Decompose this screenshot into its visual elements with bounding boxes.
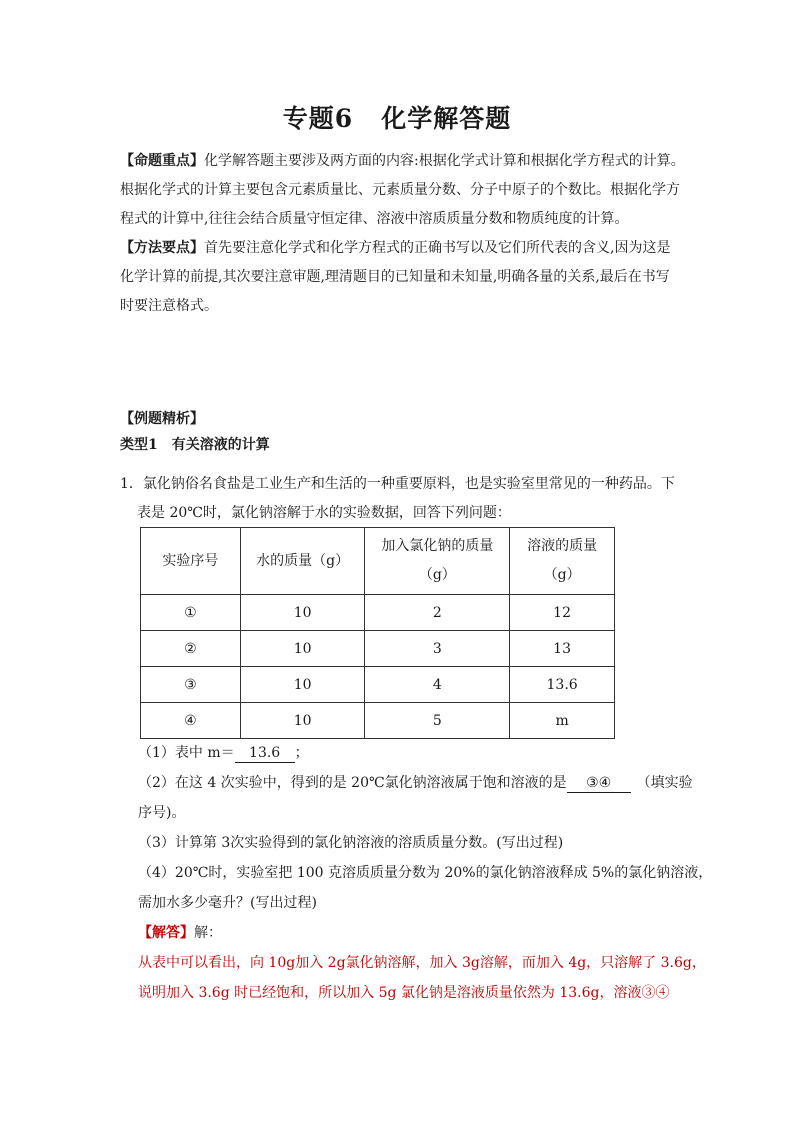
answer-prefix: 解： [194,925,222,941]
sub-question-2: （2）在这 4 次实验中，得到的是 20℃氯化钠溶液属于饱和溶液的是 ③④ （填实验 [138,775,693,791]
sub-questions [138,738,713,1008]
answer-heading [138,918,698,948]
intro-key-line-3: 程式的计算中,往往会结合质量守恒定律、溶液中溶质质量分数和物质纯度的计算。 [120,211,629,227]
table-cell: ② [141,631,241,667]
header-cell: 实验序号 [141,528,241,595]
title-topic-number: 专题6 [282,104,354,133]
key-point-label: 【命题重点】 [120,153,204,169]
answer-blank-2: ③④ [567,774,631,793]
table-cell: 2 [365,595,510,631]
table-row [141,595,615,631]
answer-line-1: 从表中可以看出，向 10g加入 2g氯化钠溶解，加入 3g溶解，而加入 4g，只溶解了 3.6g， [138,955,706,971]
intro-key-line-1: 【命题重点】化学解答题主要涉及两方面的内容:根据化学式计算和根据化学方程式的计算。 [120,153,685,169]
experiment-data-table [140,527,615,739]
title-topic-name: 化学解答题 [381,104,512,133]
question-number: 1． [120,476,143,492]
answer-label: 【解答】 [138,925,194,941]
table-cell: ① [141,595,241,631]
table-row [141,631,615,667]
intro-paragraph [120,147,685,321]
table-cell: ④ [141,703,241,739]
type-text: 有关溶液的计算 [171,437,270,453]
type-label: 类型1 [120,437,158,453]
table-cell: 10 [240,595,365,631]
table-row [141,667,615,703]
answer-blank-1: 13.6 [235,744,295,763]
table-cell: ③ [141,667,241,703]
section-heading: 【例题精析】 [120,411,204,427]
method-label: 【方法要点】 [120,240,204,256]
header-cell: 加入氯化钠的质量 （g） [365,528,510,595]
table-cell: 13 [510,631,615,667]
intro-method-line-2: 化学计算的前提,其次要注意审题,理清题目的已知量和未知量,明确各量的关系,最后在书写 [120,269,670,285]
sub-question-2-cont: 序号)。 [138,805,186,821]
page-title [0,99,794,135]
table-cell: 10 [240,703,365,739]
table-row [141,703,615,739]
table-cell: 10 [240,667,365,703]
table-cell: 4 [365,667,510,703]
intro-key-line-2: 根据化学式的计算主要包含元素质量比、元素质量分数、分子中原子的个数比。根据化学方 [120,182,680,198]
question-1 [120,470,690,528]
type-heading [120,434,270,454]
table-cell: 5 [365,703,510,739]
sub-question-4-line-2: 需加水多少毫升？(写出过程) [138,895,317,911]
header-cell: 溶液的质量 （g） [510,528,615,595]
table-cell: 3 [365,631,510,667]
header-cell: 水的质量（g） [240,528,365,595]
table-cell: m [510,703,615,739]
intro-method-line-1: 【方法要点】首先要注意化学式和化学方程式的正确书写以及它们所代表的含义,因为这是 [120,240,671,256]
question-line-1: 氯化钠俗名食盐是工业生产和生活的一种重要原料，也是实验室里常见的一种药品。下 [142,476,675,492]
answer-line-2: 说明加入 3.6g 时已经饱和，所以加入 5g 氯化钠是溶液质量依然为 13.6g，溶液③④ [138,985,670,1001]
intro-method-line-3: 时要注意格式。 [120,298,218,314]
table-cell: 13.6 [510,667,615,703]
table-cell: 10 [240,631,365,667]
sub-question-3: （3）计算第 3次实验得到的氯化钠溶液的溶质质量分数。(写出过程) [138,835,564,851]
sub-question-4-line-1: （4）20℃时，实验室把 100 克溶质质量分数为 20%的氯化钠溶液释成 5%的氯化钠溶液， [138,865,713,881]
table-cell: 12 [510,595,615,631]
table-header-row [141,528,615,595]
question-line-2: 表是 20℃时，氯化钠溶解于水的实验数据，回答下列问题： [137,505,511,521]
sub-question-1: （1）表中 m＝ 13.6 ； [138,745,309,761]
